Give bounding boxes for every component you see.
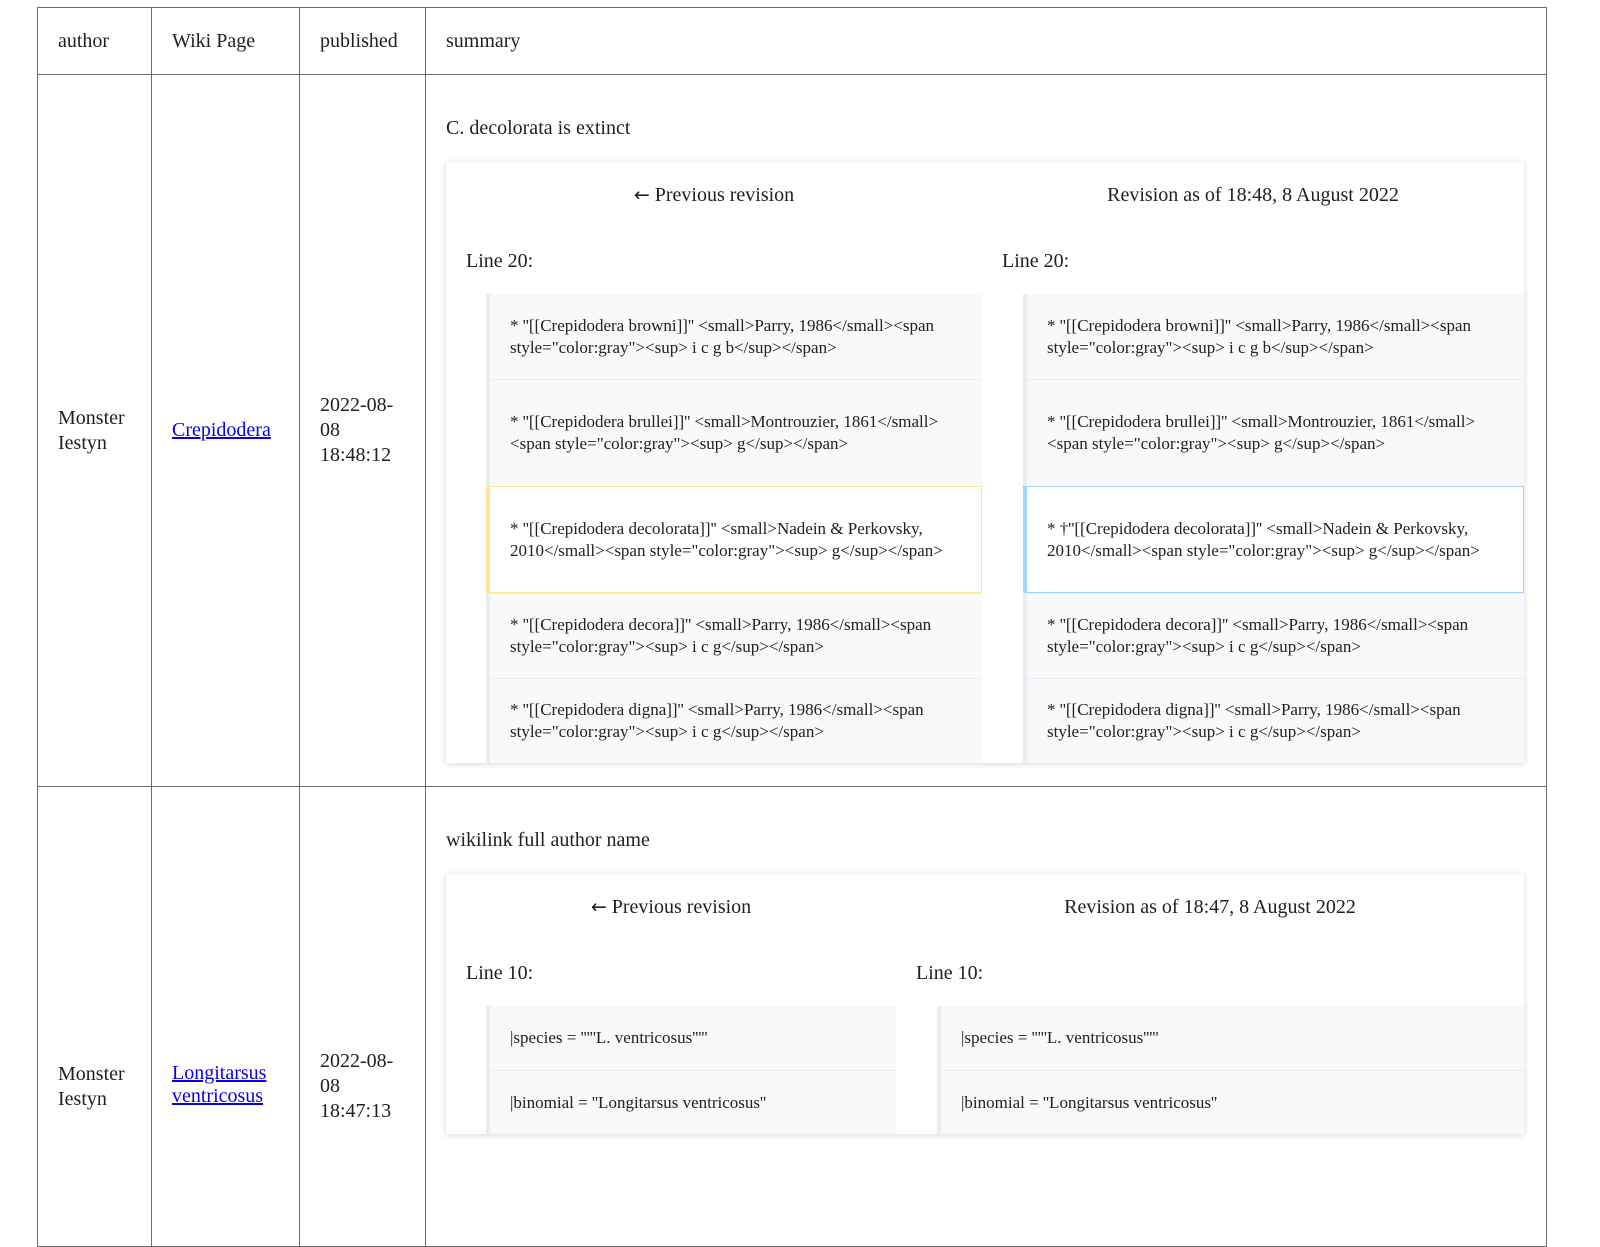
page-cell — [152, 75, 300, 787]
diff-left-column — [486, 1006, 896, 1134]
left-line-number: Line 20: — [466, 249, 534, 272]
diff-view — [446, 874, 1524, 1134]
diff-header — [446, 162, 1524, 228]
previous-revision-label: Previous revision — [611, 895, 752, 918]
line-labels — [446, 940, 1524, 1006]
current-revision-label: Revision as of 18:48, 8 August 2022 — [1107, 183, 1399, 206]
summary-cell — [426, 787, 1547, 1247]
left-line-number: Line 10: — [466, 961, 534, 984]
right-line-number: Line 20: — [1002, 249, 1070, 272]
header-row — [38, 8, 1547, 75]
diff-context-line: |species = '''''L. ventricosus''''' — [486, 1006, 896, 1070]
previous-revision-link[interactable] — [446, 184, 982, 207]
diff-context-line: * ''[[Crepidodera brullei]]'' <small>Montrouzier, 1861</small><span style="color:gray"><sup> g</sup></span> — [486, 379, 982, 486]
diff-right-column — [1023, 294, 1524, 763]
diff-context-line: * ''[[Crepidodera decora]]'' <small>Parry, 1986</small><span style="color:gray"><sup> i c g</sup></span> — [486, 593, 982, 678]
table-row — [38, 787, 1547, 1247]
wiki-page-link[interactable]: Longitarsus ventricosus — [172, 1062, 267, 1107]
header-summary: summary — [426, 8, 1547, 75]
left-arrow-icon: ← — [633, 183, 650, 206]
author-name: Monster Iestyn — [58, 406, 125, 454]
diff-context-line: * ''[[Crepidodera decora]]'' <small>Parry, 1986</small><span style="color:gray"><sup> i c g</sup></span> — [1023, 593, 1524, 678]
diff-rows — [446, 294, 1524, 763]
previous-revision-link[interactable] — [446, 896, 896, 919]
line-labels — [446, 228, 1524, 294]
header-wiki-page: Wiki Page — [152, 8, 300, 75]
diff-added-line: * †''[[Crepidodera decolorata]]'' <small>Nadein & Perkovsky, 2010</small><span style="color:gray"><sup> g</sup></span> — [1023, 486, 1524, 593]
right-line-number: Line 10: — [916, 961, 984, 984]
table-row — [38, 75, 1547, 787]
published-timestamp: 2022-08-08 18:47:13 — [320, 1050, 394, 1122]
author-name: Monster Iestyn — [58, 1063, 125, 1110]
diff-left-column — [486, 294, 982, 763]
diff-right-column — [937, 1006, 1524, 1134]
published-timestamp: 2022-08-08 18:48:12 — [320, 394, 394, 466]
edit-summary: C. decolorata is extinct — [446, 117, 631, 139]
edit-summary: wikilink full author name — [446, 829, 650, 851]
published-cell — [300, 75, 426, 787]
author-cell — [38, 787, 152, 1247]
diff-rows — [446, 1006, 1524, 1134]
author-cell — [38, 75, 152, 787]
diff-removed-line: * ''[[Crepidodera decolorata]]'' <small>Nadein & Perkovsky, 2010</small><span style="color:gray"><sup> g</sup></span> — [486, 486, 982, 593]
diff-context-line: * ''[[Crepidodera digna]]'' <small>Parry, 1986</small><span style="color:gray"><sup> i c g</sup></span> — [486, 678, 982, 763]
changes-table — [37, 7, 1547, 1247]
header-published: published — [300, 8, 426, 75]
published-cell — [300, 787, 426, 1247]
current-revision-label: Revision as of 18:47, 8 August 2022 — [1064, 895, 1356, 918]
summary-cell — [426, 75, 1547, 787]
diff-header — [446, 874, 1524, 940]
diff-context-line: * ''[[Crepidodera digna]]'' <small>Parry, 1986</small><span style="color:gray"><sup> i c g</sup></span> — [1023, 678, 1524, 763]
header-author: author — [38, 8, 152, 75]
diff-context-line: * ''[[Crepidodera browni]]'' <small>Parry, 1986</small><span style="color:gray"><sup> i c g b</sup></span> — [486, 294, 982, 379]
wiki-page-link[interactable]: Crepidodera — [172, 419, 271, 441]
diff-context-line: * ''[[Crepidodera browni]]'' <small>Parry, 1986</small><span style="color:gray"><sup> i c g b</sup></span> — [1023, 294, 1524, 379]
diff-context-line: |binomial = ''Longitarsus ventricosus'' — [486, 1070, 896, 1134]
previous-revision-label: Previous revision — [654, 183, 795, 206]
page-cell — [152, 787, 300, 1247]
diff-view — [446, 162, 1524, 763]
left-arrow-icon: ← — [590, 895, 607, 918]
diff-context-line: |species = '''''L. ventricosus''''' — [937, 1006, 1524, 1070]
diff-context-line: |binomial = ''Longitarsus ventricosus'' — [937, 1070, 1524, 1134]
diff-context-line: * ''[[Crepidodera brullei]]'' <small>Montrouzier, 1861</small><span style="color:gray"><sup> g</sup></span> — [1023, 379, 1524, 486]
